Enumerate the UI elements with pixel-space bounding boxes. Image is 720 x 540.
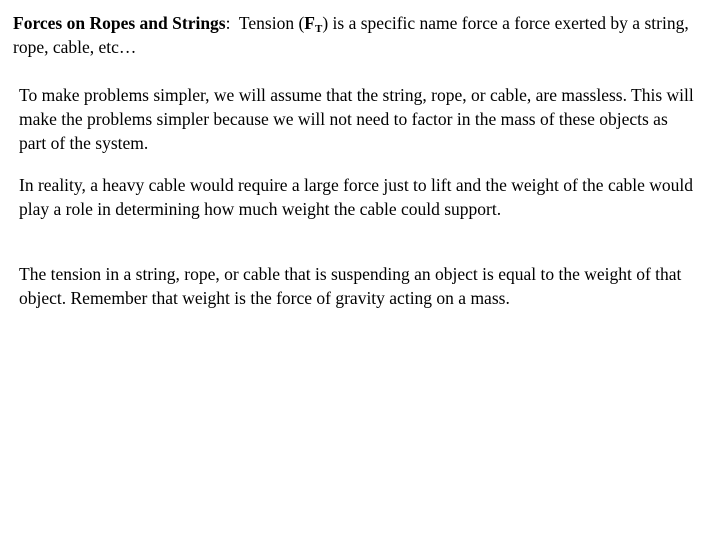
heading-intro: Tension ( xyxy=(230,13,305,33)
tension-symbol-base: F xyxy=(304,13,315,33)
heading-definition: ) is a specific name force a force exerted by a string, rope, cable, etc… xyxy=(13,13,689,57)
heading-colon: : xyxy=(225,13,231,33)
paragraph-massless: To make problems simpler, we will assume that the string, rope, or cable, are massless. This will make the problems simpler because we will not need to factor in the mass of these objects as part of the system. xyxy=(19,85,694,153)
tension-symbol xyxy=(304,13,322,33)
tension-symbol-subscript: T xyxy=(315,23,323,35)
paragraph-heavy-cable: In reality, a heavy cable would require a large force just to lift and the weight of the cable would play a role in determining how much weight the cable could support. xyxy=(19,175,693,219)
heading-label: Forces on Ropes and Strings xyxy=(13,13,226,33)
slide-heading xyxy=(13,11,708,59)
paragraph-tension-weight: The tension in a string, rope, or cable that is suspending an object is equal to the weight of that object. Remember that weight is the force of gravity acting on a mass. xyxy=(19,264,682,308)
